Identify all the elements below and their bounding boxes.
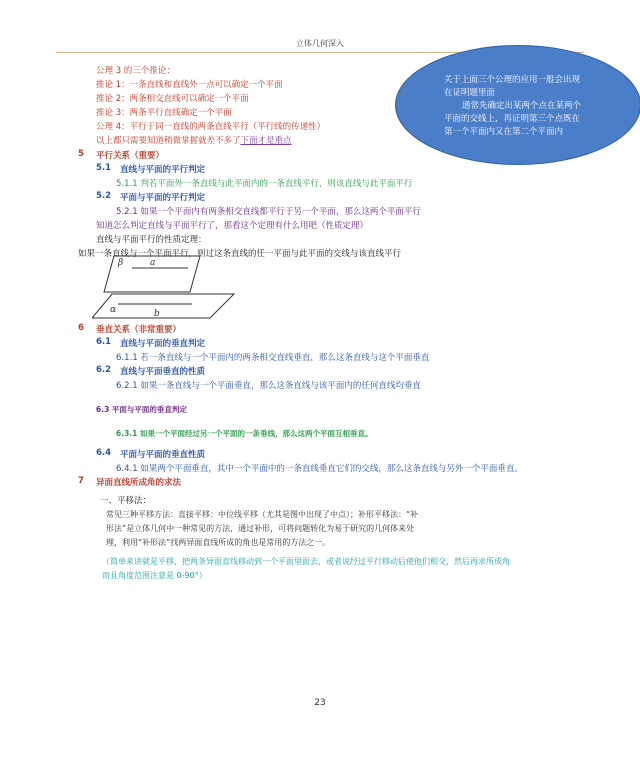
parallel-plane-figure (92, 254, 242, 326)
corollary-2: 推论 2：两条相交直线可以确定一个平面 (96, 94, 249, 104)
property-title: 直线与平面平行的性质定理： (96, 235, 207, 245)
label-beta: β (118, 258, 124, 268)
sec61-number: 6.1 (96, 337, 112, 347)
sec621-text: 6.2.1 如果一条直线与一个平面垂直，那么这条直线与该平面内的任何直线均垂直 (116, 381, 421, 391)
remark-line-2: 而且角度范围注意是 0-90°） (102, 571, 207, 580)
sec7-title: 异面直线所成角的求法 (96, 478, 182, 488)
callout-line-4: 平面的交线上，再证明第三个点既在 (444, 114, 581, 124)
sec521-followup: 知道怎么判定直线与平面平行了，那看这个定理有什么用吧（性质定理） (96, 221, 369, 231)
corollaries-summary (96, 134, 292, 146)
remark-line-1: （简单来讲就是平移，把两条异面直线移动到一个平面里面去，或者说经过平行移动后使他们相交，然后再求所成角 (102, 557, 510, 566)
callout-line-3: 通常先确定出某两个点在某两个 (462, 101, 582, 111)
sec62-title: 直线与平面垂直的性质 (120, 367, 206, 377)
method-note-line-2: 形法”是立体几何中一种常见的方法，通过补形，可将问题转化为易于研究的几何体来处 (106, 524, 415, 533)
sec63-heading: 6.3 平面与平面的垂直判定 (96, 405, 187, 414)
page-header-title: 立体几何深入 (296, 39, 344, 48)
sec6-number: 6 (78, 323, 84, 333)
method-note-line-3: 理，利用“补形法”找两异面直线所成的角也是常用的方法之一。 (106, 538, 331, 547)
sec52-title: 平面与平面的平行判定 (120, 193, 206, 203)
summary-text: 以上都只需要知道稍微掌握就差不多了 (96, 136, 241, 146)
translation-method-title: 一、平移法： (100, 496, 152, 506)
sec641-text: 6.4.1 如果两个平面垂直，其中一个平面中的一条直线垂直它们的交线，那么这条直线与另外一个平面垂直。 (116, 464, 523, 474)
sec52-number: 5.2 (96, 191, 112, 201)
sec64-number: 6.4 (96, 448, 112, 458)
sec61-title: 直线与平面的垂直判定 (120, 339, 206, 349)
sec611-text: 6.1.1 若一条直线与一个平面内的两条相交直线垂直，那么这条直线与这个平面垂直 (116, 353, 430, 363)
sec631-text: 6.3.1 如果一个平面经过另一个平面的一条垂线，那么这两个平面互相垂直。 (116, 429, 373, 438)
property-text: 如果一条直线与一个平面平行，则过这条直线的任一平面与此平面的交线与该直线平行 (78, 249, 402, 259)
sec7-number: 7 (78, 476, 84, 486)
sec64-title: 平面与平面的垂直性质 (120, 450, 206, 460)
axiom-4: 公理 4：平行于同一直线的两条直线平行（平行线的传递性） (96, 122, 326, 132)
sec5-title: 平行关系（重要） (96, 151, 165, 161)
summary-emphasis: 下面才是重点 (240, 136, 292, 146)
corollary-1: 推论 1：一条直线和直线外一点可以确定一个平面 (96, 80, 283, 90)
label-a: a (150, 258, 156, 268)
sec51-title: 直线与平面的平行判定 (120, 165, 206, 175)
callout-line-5: 第一个平面内又在第二个平面内 (444, 127, 564, 137)
method-note-line-1: 常见三种平移方法：直接平移：中位线平移（尤其是图中出现了中点）；补形平移法：“补 (106, 510, 419, 519)
page-number: 23 (314, 698, 326, 708)
sec5-number: 5 (78, 149, 84, 159)
corollaries-intro: 公理 3 的三个推论： (96, 66, 175, 76)
callout-line-1: 关于上面三个公理的应用一般会出现 (444, 75, 581, 85)
sec51-number: 5.1 (96, 163, 112, 173)
sec511-text: 5.1.1 判若平面外一条直线与此平面内的一条直线平行，则该直线与此平面平行 (116, 179, 413, 189)
callout-line-2: 在证明题里面 (444, 88, 496, 98)
sec6-title: 垂直关系（非常重要） (96, 325, 182, 335)
sec62-number: 6.2 (96, 365, 112, 375)
label-b: b (154, 309, 160, 319)
label-alpha: α (110, 305, 117, 315)
corollary-3: 推论 3：两条平行直线确定一个平面 (96, 108, 232, 118)
sec521-text: 5.2.1 如果一个平面内有两条相交直线都平行于另一个平面，那么这两个平面平行 (116, 207, 421, 217)
